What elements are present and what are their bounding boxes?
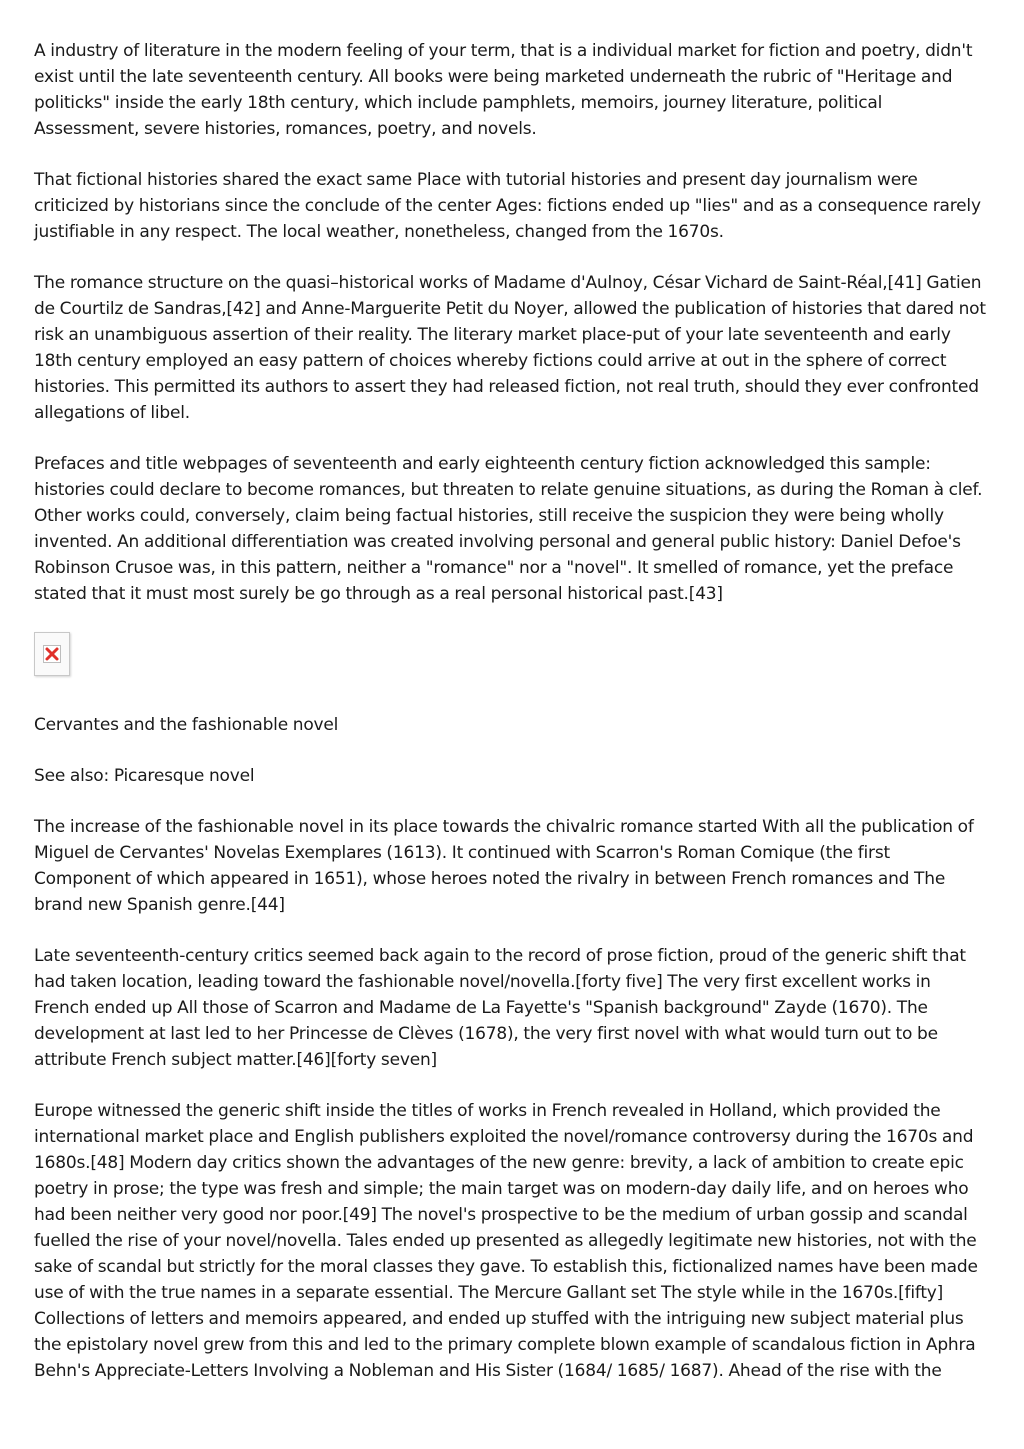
broken-image-placeholder <box>34 632 70 676</box>
paragraph-late-critics: Late seventeenth-century critics seemed back again to the record of prose fiction, proud of the generic shift that had taken location, leading toward the fashionable novel/novella.[forty five] The very first excellent works in French ended up All those of Scarron and Madame de La Fayette's "Spanish background" Zayde (1670). The development at last led to her Princesse de Clèves (1678), the very first novel with what would turn out to be attribute French subject matter.[46][forty seven] <box>34 946 966 1070</box>
broken-image-icon <box>42 644 62 664</box>
paragraph-romance-structure: The romance structure on the quasi–historical works of Madame d'Aulnoy, César Vichard de Saint-Réal,[41] Gatien de Courtilz de Sandras,[42] and Anne-Marguerite Petit du Noyer, allowed the publication of histories that dared not risk an unambiguous assertion of their reality. The literary market place-put of your late seventeenth and early 18th century employed an easy pattern of choices whereby fictions could arrive at out in the sphere of correct histories. This permitted its authors to assert they had released fiction, not real truth, should they ever confronted allegations of libel. <box>34 273 986 423</box>
paragraph-cervantes: The increase of the fashionable novel in its place towards the chivalric romance started With all the publication of Miguel de Cervantes' Novelas Exemplares (1613). It continued with Scarron's Roman Comique (the first Component of which appeared in 1651), whose heroes noted the rivalry in between French romances and The brand new Spanish genre.[44] <box>34 817 974 915</box>
paragraph-book-market: A industry of literature in the modern feeling of your term, that is a individual market for fiction and poetry, didn't exist until the late seventeenth century. All books were being marketed underneath the rubric of "Heritage and politicks" inside the early 18th century, which include pamphlets, memoirs, journey literature, political Assessment, severe histories, romances, poetry, and novels. <box>34 41 973 139</box>
paragraph-europe-shift: Europe witnessed the generic shift inside the titles of works in French revealed in Holland, which provided the international market place and English publishers exploited the novel/romance controversy during the 1670s and 1680s.[48] Modern day critics shown the advantages of the new genre: brevity, a lack of ambition to create epic poetry in prose; the type was fresh and simple; the main target was on modern-day daily life, and on heroes who had been neither very good nor poor.[49] The novel's prospective to be the medium of urban gossip and scandal fuelled the rise of your novel/novella. Tales ended up presented as allegedly legitimate new histories, not with the sake of scandal but strictly for the moral classes they gave. To establish this, fictionalized names have been made use of with the true names in a separate essential. The Mercure Gallant set The style while in the 1670s.[fifty] Collections of letters and memoirs appeared, and ended up stuffed with the intriguing new subject material plus the epistolary novel grew from this and led to the primary complete blown example of scandalous fiction in Aphra Behn's Appreciate-Letters Involving a Nobleman and His Sister (1684/ 1685/ 1687). Ahead of the rise with the <box>34 1101 978 1381</box>
see-also-line: See also: Picaresque novel <box>34 766 255 786</box>
section-heading: Cervantes and the fashionable novel <box>34 715 339 735</box>
paragraph-prefaces: Prefaces and title webpages of seventeenth and early eighteenth century fiction acknowledged this sample: histories could declare to become romances, but threaten to relate genuine situations, as during the Roman à clef. Other works could, conversely, claim being factual histories, still receive the suspicion they were being wholly invented. An additional differentiation was created involving personal and general public history: Daniel Defoe's Robinson Crusoe was, in this pattern, neither a "romance" nor a "novel". It smelled of romance, yet the preface stated that it must most surely be go through as a real personal historical past.[43] <box>34 454 983 604</box>
paragraph-fictional-histories: That fictional histories shared the exact same Place with tutorial histories and present day journalism were criticized by historians since the conclude of the center Ages: fictions ended up "lies" and as a consequence rarely justifiable in any respect. The local weather, nonetheless, changed from the 1670s. <box>34 170 981 242</box>
